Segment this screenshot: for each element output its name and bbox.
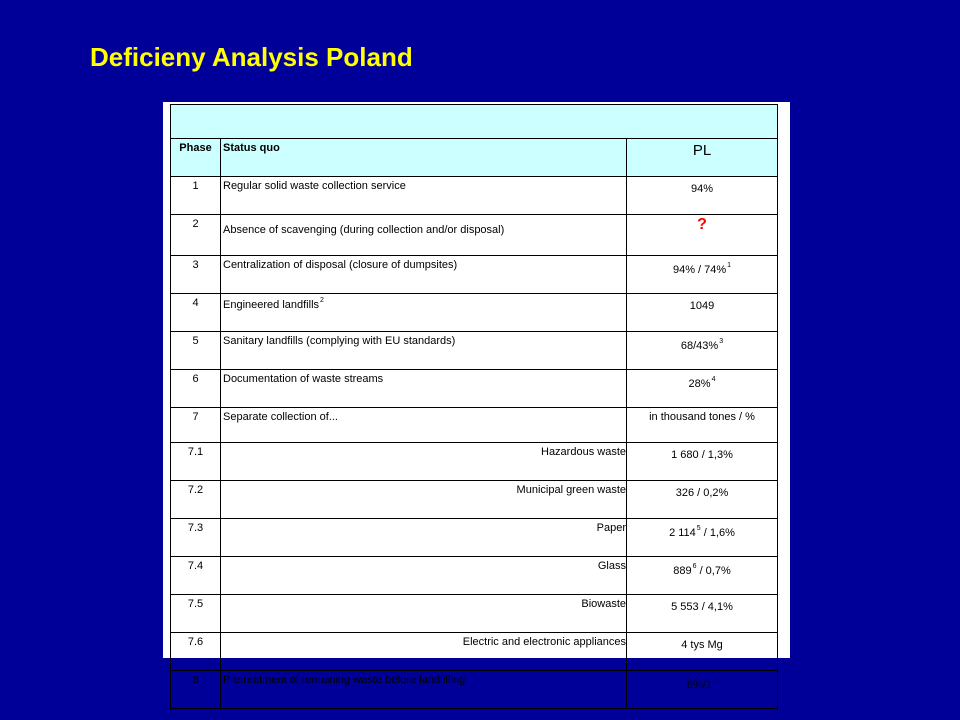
status-cell: Glass: [221, 557, 627, 595]
status-cell: Documentation of waste streams: [221, 370, 627, 408]
value-cell: [627, 519, 778, 557]
value-text: 94% / 74%: [672, 264, 727, 276]
header-country-pl: PL: [627, 139, 778, 177]
table-row: [171, 408, 778, 443]
unknown-value-mark: ?: [697, 216, 707, 233]
value-cell: [627, 557, 778, 595]
deficiency-table: [170, 104, 778, 709]
phase-cell: 6: [171, 370, 221, 408]
phase-cell: 1: [171, 177, 221, 215]
table-row: [171, 332, 778, 370]
value-text: 4 tys Mg: [681, 639, 723, 651]
value-text: 5 553 / 4,1%: [671, 601, 733, 613]
table-row: [171, 671, 778, 709]
phase-cell: 7: [171, 408, 221, 443]
table-row: [171, 633, 778, 671]
value-text: 1 680 / 1,3%: [671, 449, 733, 461]
status-cell: Pretreatment of remaining waste before landfilling: [221, 671, 627, 709]
value-cell: [627, 177, 778, 215]
table-caption-row: [171, 105, 778, 139]
table-row: [171, 443, 778, 481]
status-cell: Paper: [221, 519, 627, 557]
value-text: 8%/1: [687, 679, 713, 691]
header-phase: Phase: [171, 139, 221, 177]
value-cell: [627, 633, 778, 671]
phase-cell: 4: [171, 294, 221, 332]
value-text: in thousand tones / %: [649, 411, 755, 423]
value-text-suffix: / 0,7%: [696, 565, 731, 577]
phase-cell: 7.3: [171, 519, 221, 557]
table-row: [171, 177, 778, 215]
status-cell: Hazardous waste: [221, 443, 627, 481]
status-cell: Municipal green waste: [221, 481, 627, 519]
value-text: 1049: [689, 300, 715, 312]
phase-cell: 7.1: [171, 443, 221, 481]
footnote-mark: 5: [696, 525, 701, 532]
phase-cell: 3: [171, 256, 221, 294]
table-row: [171, 481, 778, 519]
value-cell: [627, 215, 778, 256]
value-cell: [627, 332, 778, 370]
table-row: [171, 215, 778, 256]
footnote-mark: 3: [719, 338, 724, 345]
value-cell: [627, 370, 778, 408]
header-status-quo: Status quo: [221, 139, 627, 177]
value-text: 326 / 0,2%: [675, 487, 729, 499]
footnote-mark: 4: [711, 376, 716, 383]
status-cell: Absence of scavenging (during collection and/or disposal): [221, 215, 627, 256]
table-row: [171, 256, 778, 294]
footnote-mark: 6: [692, 563, 697, 570]
phase-cell: 7.5: [171, 595, 221, 633]
phase-cell: 7.4: [171, 557, 221, 595]
status-cell: Regular solid waste collection service: [221, 177, 627, 215]
value-cell: [627, 256, 778, 294]
footnote-mark: 2: [320, 297, 324, 304]
status-cell: Biowaste: [221, 595, 627, 633]
value-text: 94%: [690, 183, 714, 195]
status-cell: Electric and electronic appliances: [221, 633, 627, 671]
phase-cell: 5: [171, 332, 221, 370]
table-header-row: [171, 139, 778, 177]
status-cell: [221, 294, 627, 332]
value-text: 2 114: [669, 527, 696, 539]
status-cell: Centralization of disposal (closure of dumpsites): [221, 256, 627, 294]
table-row: [171, 557, 778, 595]
footnote-mark: 7: [713, 677, 717, 684]
value-cell: [627, 481, 778, 519]
status-cell: Sanitary landfills (complying with EU standards): [221, 332, 627, 370]
table-row: [171, 595, 778, 633]
value-text: 889: [673, 565, 692, 577]
value-cell: [627, 595, 778, 633]
phase-cell: 7.6: [171, 633, 221, 671]
phase-cell: 2: [171, 215, 221, 256]
footnote-mark: 1: [727, 262, 732, 269]
value-text: 28%: [688, 378, 711, 390]
table-row: [171, 294, 778, 332]
table-row: [171, 519, 778, 557]
deficiency-table-image: [163, 102, 790, 691]
value-text: 68/43%: [680, 340, 719, 352]
table-caption-cell: [171, 105, 778, 139]
phase-cell: 7.2: [171, 481, 221, 519]
value-cell: [627, 408, 778, 443]
status-text: Engineered landfills: [223, 299, 320, 311]
status-cell: Separate collection of...: [221, 408, 627, 443]
slide-title: Deficieny Analysis Poland: [90, 42, 413, 72]
phase-cell: 8: [171, 671, 221, 709]
value-cell: [627, 443, 778, 481]
value-text-suffix: / 1,6%: [700, 527, 735, 539]
value-cell: [627, 294, 778, 332]
value-cell: [627, 671, 778, 709]
table-row: [171, 370, 778, 408]
